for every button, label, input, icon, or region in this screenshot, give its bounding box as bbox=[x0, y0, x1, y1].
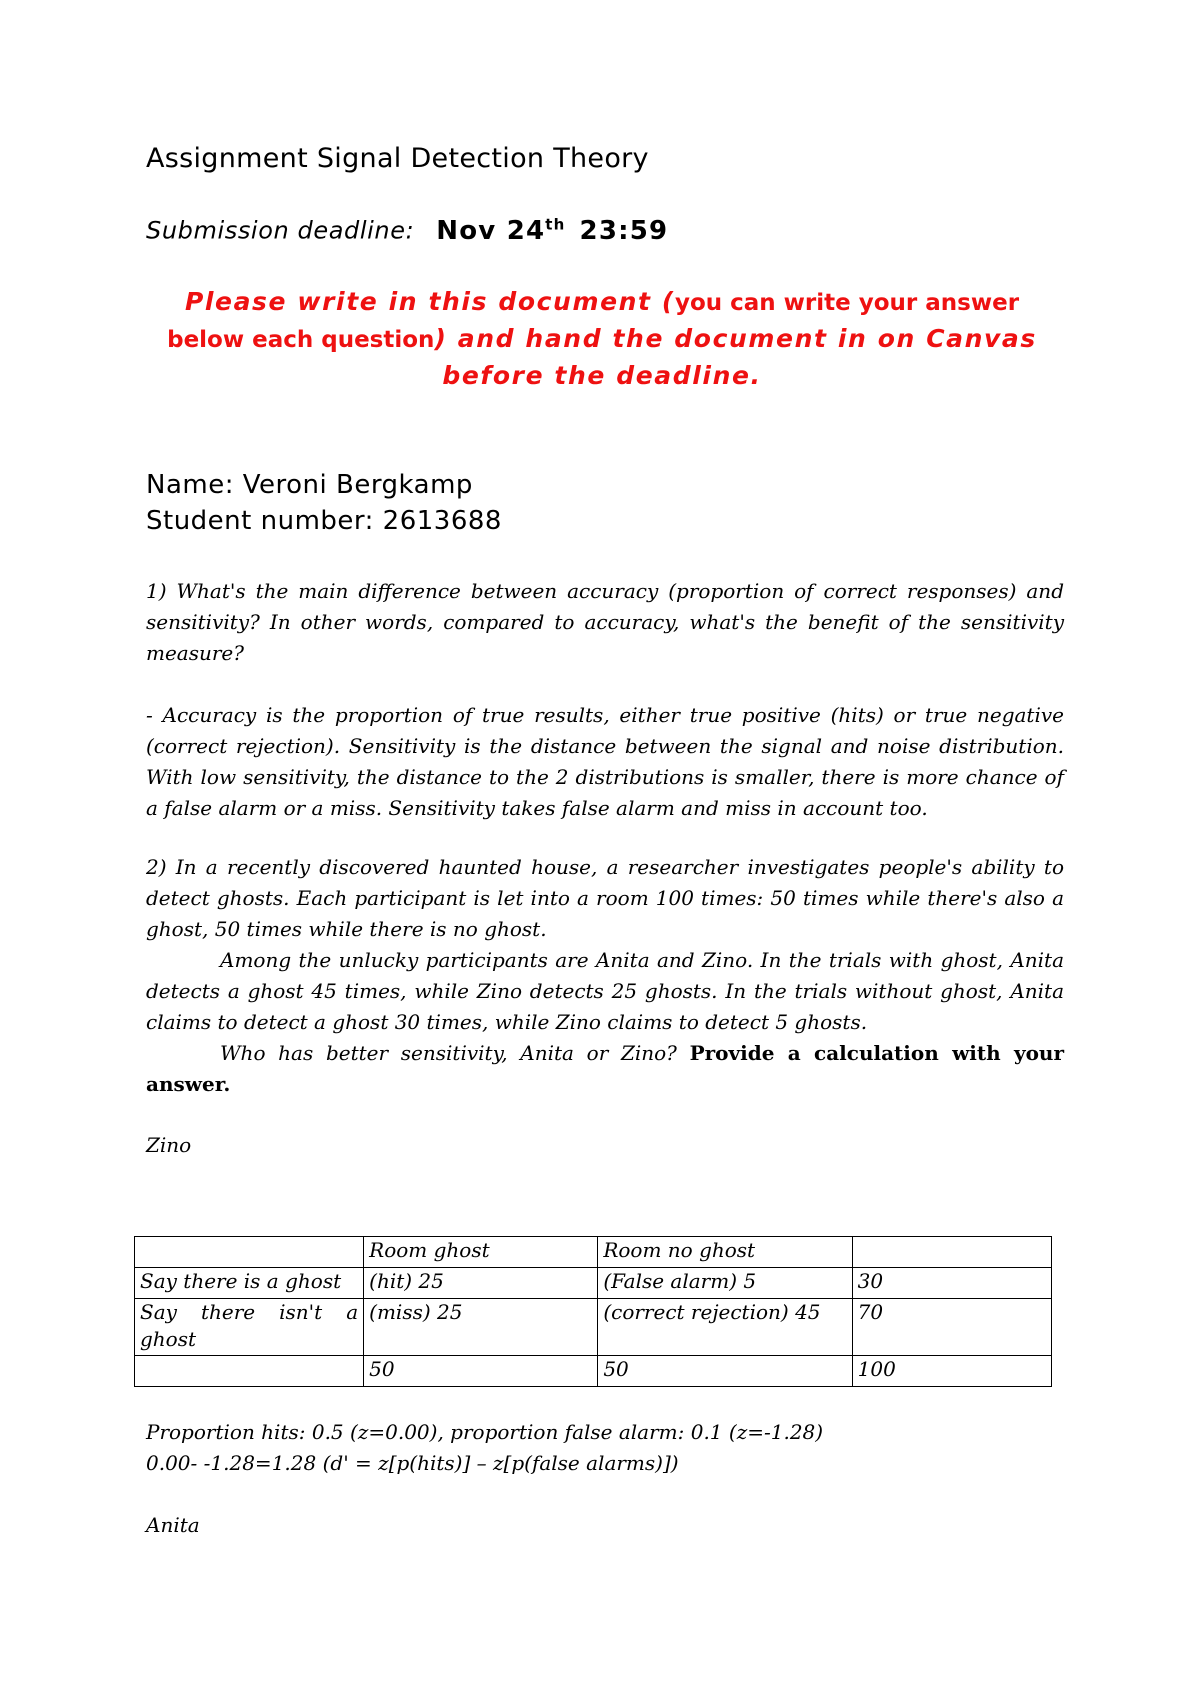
table-cell: 30 bbox=[852, 1268, 1051, 1299]
table-cell: Say there is a ghost bbox=[135, 1268, 364, 1299]
question-2-ask-text: Who has better sensitivity, Anita or Zino? bbox=[220, 1041, 677, 1065]
table-cell: Room ghost bbox=[364, 1237, 598, 1268]
question-2-details-text: Among the unlucky participants are Anita and Zino. In the trials with ghost, Anita detects a ghost 45 times, while Zino detects 25 ghosts. In the trials without ghost, Anita claims to detect a ghost 30 times, while Zino claims to detect 5 ghosts. bbox=[146, 948, 1064, 1034]
table-header-row bbox=[135, 1237, 1052, 1268]
zino-calc-line-2: 0.00- -1.28=1.28 (d' = z[p(hits)] – z[p(false alarms)]) bbox=[146, 1451, 679, 1475]
answer-1: - Accuracy is the proportion of true results, either true positive (hits) or true negative (correct rejection). Sensitivity is the distance between the signal and noise distribution. With low sensitivity, the distance to the 2 distributions is smaller, there is more chance of a false alarm or a miss. Sensitivity takes false alarm and miss in account too. bbox=[146, 703, 1064, 820]
instruction-notice bbox=[146, 284, 1058, 394]
table-cell: (False alarm) 5 bbox=[598, 1268, 852, 1299]
instruction-part-3: ) and hand the document in on Canvas before the deadline. bbox=[434, 324, 1037, 390]
table-cell: Say there isn't a ghost bbox=[135, 1299, 364, 1356]
table-cell bbox=[135, 1237, 364, 1268]
deadline-label: Submission deadline: bbox=[146, 216, 415, 245]
question-2 bbox=[146, 852, 1064, 1100]
deadline-ordinal: th bbox=[545, 215, 566, 233]
table-cell: (correct rejection) 45 bbox=[598, 1299, 852, 1356]
table-row bbox=[135, 1299, 1052, 1356]
question-1: 1) What's the main difference between accuracy (proportion of correct responses) and sensitivity? In other words, compared to accuracy, what's the benefit of the sensitivity measure? bbox=[146, 579, 1064, 665]
student-info bbox=[146, 467, 502, 539]
question-2-intro: 2) In a recently discovered haunted house, a researcher investigates people's ability to detect ghosts. Each participant is let into a room 100 times: 50 times while there's also a ghost, 50 times while there is no ghost. bbox=[146, 855, 1064, 941]
question-2-ask bbox=[146, 1038, 1064, 1100]
table-cell bbox=[135, 1356, 364, 1387]
table-cell bbox=[852, 1237, 1051, 1268]
table-row bbox=[135, 1356, 1052, 1387]
table-row bbox=[135, 1268, 1052, 1299]
table-cell: 50 bbox=[598, 1356, 852, 1387]
deadline-date bbox=[436, 216, 668, 246]
table-cell: (hit) 25 bbox=[364, 1268, 598, 1299]
zino-heading: Zino bbox=[146, 1133, 192, 1157]
question-2-ask-bold: Provide a calculation with your answer. bbox=[146, 1041, 1065, 1096]
anita-heading: Anita bbox=[146, 1513, 200, 1537]
student-number: Student number: 2613688 bbox=[146, 506, 502, 536]
table-cell: 70 bbox=[852, 1299, 1051, 1356]
deadline-time: 23:59 bbox=[579, 215, 669, 246]
deadline-month-day: Nov 24 bbox=[436, 215, 546, 246]
document-title: Assignment Signal Detection Theory bbox=[146, 143, 649, 174]
student-name: Name: Veroni Bergkamp bbox=[146, 470, 473, 500]
instruction-part-1: Please write in this document ( bbox=[184, 287, 675, 316]
table-cell: Room no ghost bbox=[598, 1237, 852, 1268]
table-cell: 50 bbox=[364, 1356, 598, 1387]
instruction-part-2: you can write your answer below each question bbox=[167, 290, 1020, 353]
submission-deadline bbox=[146, 215, 668, 246]
contingency-table bbox=[134, 1236, 1052, 1387]
zino-calc-line-1: Proportion hits: 0.5 (z=0.00), proportion false alarm: 0.1 (z=-1.28) bbox=[146, 1420, 824, 1444]
table-cell: 100 bbox=[852, 1356, 1051, 1387]
question-2-details bbox=[146, 945, 1064, 1038]
zino-calculation bbox=[146, 1417, 1064, 1479]
table-cell: (miss) 25 bbox=[364, 1299, 598, 1356]
